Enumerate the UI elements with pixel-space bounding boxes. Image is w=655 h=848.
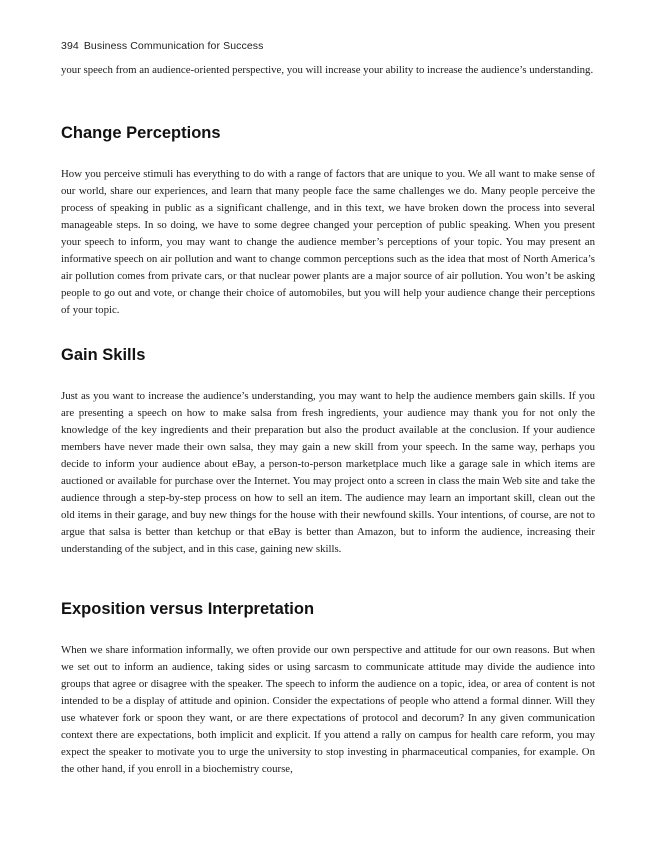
book-title: Business Communication for Success <box>83 40 264 52</box>
section-paragraph-change-perceptions: How you perceive stimuli has everything to do with a range of factors that are unique to you. We all want to make sense of our world, share our experiences, and learn that many people face the same challenges we do. Many people perceive the process of speaking in public as a significant challenge, and in this text, we have broken down the process into several manageable steps. In so doing, we have to some degree changed your perception of public speaking. When you present your speech to inform, you may want to change the audience member’s perceptions of your topic. You may present an informative speech on air pollution and want to change common perceptions such as the idea that most of North America’s air pollution comes from private cars, or that nuclear power plants are a major source of air pollution. You won’t be asking people to go out and vote, or change their choice of automobiles, but you will help your audience change their perceptions of your topic. <box>61 168 595 316</box>
running-header <box>61 40 263 52</box>
page-number: 394 <box>61 40 79 52</box>
section-paragraph-exposition-versus-interpretation: When we share information informally, we often provide our own perspective and attitude for our own reasons. But when we set out to inform an audience, taking sides or using sarcasm to communicate attitude may divide the audience into groups that agree or disagree with the speaker. The speech to inform the audience on a topic, idea, or area of content is not intended to be a display of attitude and opinion. Consider the expectations of people who attend a formal dinner. Will they use whatever fork or spoon they want, or are there expectations of protocol and decorum? In any given communication context there are expectations, both implicit and explicit. If you attend a rally on campus for health care reform, you may expect the speaker to motivate you to urge the university to stop investing in pharmaceutical companies, for example. On the other hand, if you enroll in a biochemistry course, <box>61 644 595 775</box>
section-heading-gain-skills: Gain Skills <box>61 346 146 364</box>
continuation-paragraph: your speech from an audience-oriented perspective, you will increase your ability to increase the audience’s understanding. <box>61 64 594 76</box>
section-heading-change-perceptions: Change Perceptions <box>61 124 221 142</box>
section-heading-exposition-versus-interpretation: Exposition versus Interpretation <box>61 600 315 618</box>
section-paragraph-gain-skills: Just as you want to increase the audience’s understanding, you may want to help the audience members gain skills. If you are presenting a speech on how to make salsa from fresh ingredients, your audience may thank you for not only the knowledge of the key ingredients and their preparation but also the product available at the conclusion. If your audience members have never made their own salsa, they may gain a new skill from your speech. In the same way, perhaps you decide to inform your audience about eBay, a person-to-person marketplace much like a garage sale in which items are auctioned or available for purchase over the Internet. You may project onto a screen in class the main Web site and take the audience through a step-by-step process on how to sell an item. The audience may learn an important skill, clean out the old items in their garage, and buy new things for the house with their newfound skills. Your intentions, of course, are not to argue that salsa is better than ketchup or that eBay is better than Amazon, but to inform the audience, increasing their understanding of the subject, and in this case, gaining new skills. <box>61 390 595 555</box>
